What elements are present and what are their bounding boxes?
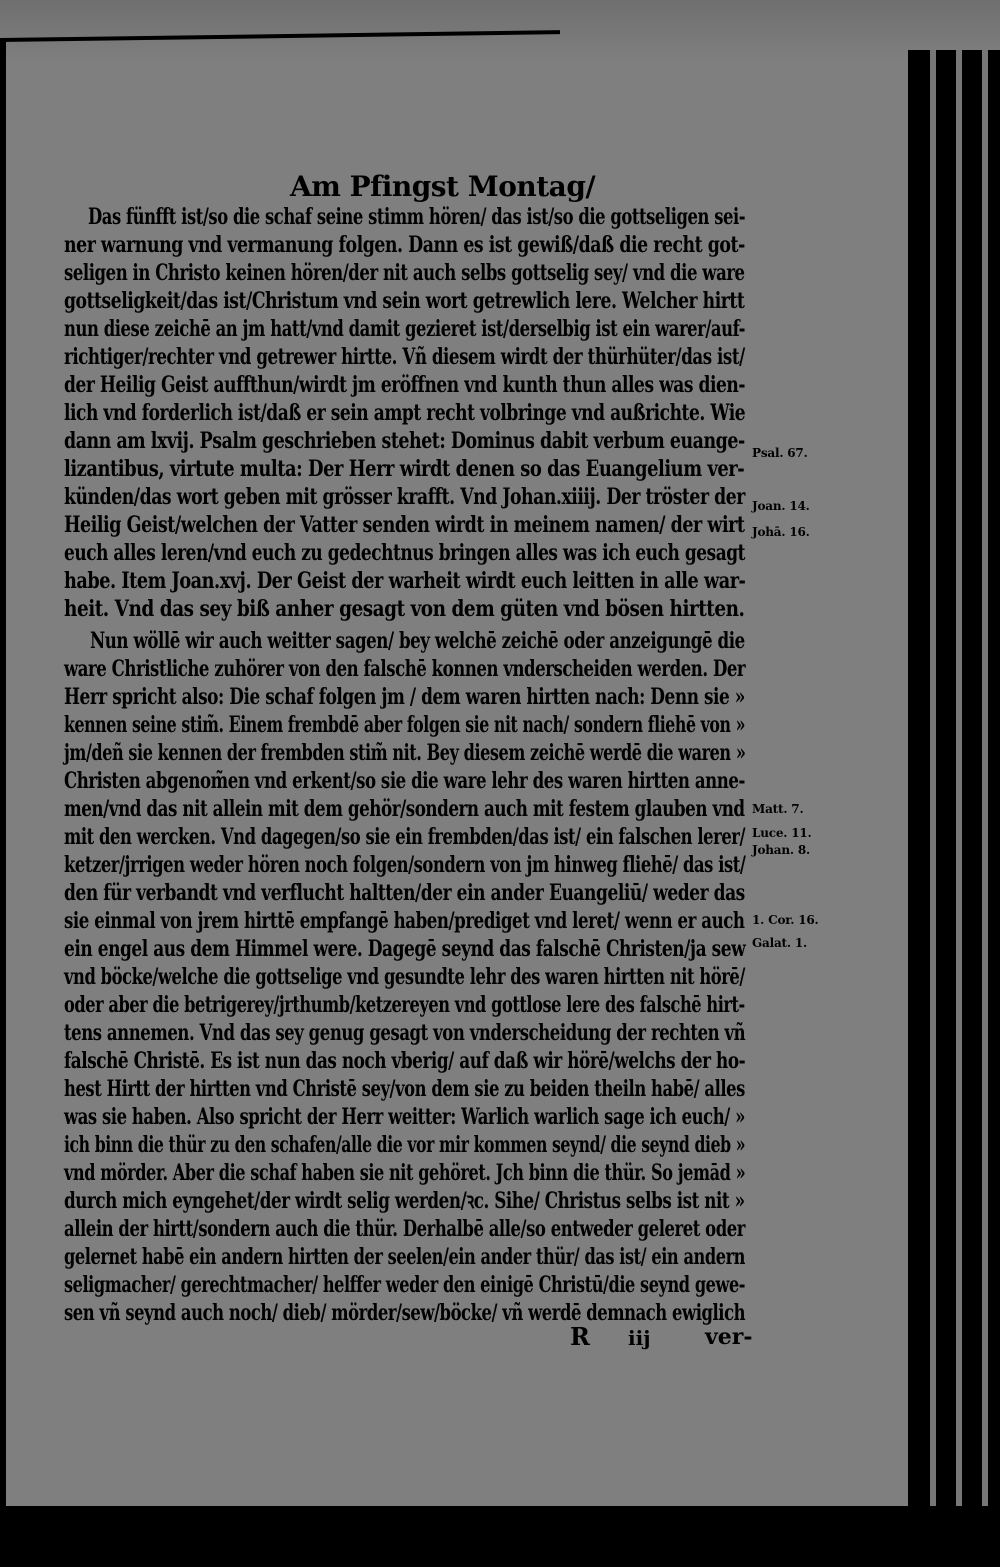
catchword: ver- <box>705 1324 753 1350</box>
text-line: Heilig Geist/welchen der Vatter senden wirdt in meinem namen/ der wirt <box>64 512 745 538</box>
text-line: men/vnd das nit allein mit dem gehör/sondern auch mit festem glauben vnd <box>64 796 745 822</box>
text-line: Herr spricht also: Die schaf folgen jm / dem waren hirtten nach: Denn sie » <box>64 684 745 710</box>
text-line: mit den wercken. Vnd dagegen/so sie ein frembden/das ist/ ein falschen lerer/ <box>64 824 746 850</box>
text-line: gottseligkeit/das ist/Christum vnd sein wort getrewlich lere. Welcher hirtt <box>64 288 745 314</box>
text-line: seligen in Christo keinen hören/der nit auch selbs gottselig sey/ vnd die ware <box>64 260 745 286</box>
text-line: allein der hirtt/sondern auch die thür. Derhalbē alle/so entweder geleret oder <box>64 1216 745 1242</box>
text-line: jm/deñ sie kennen der frembden stim̃ nit. Bey diesem zeichē werdē die waren » <box>64 740 746 766</box>
margin-note: 1. Cor. 16. <box>752 913 819 927</box>
text-line: falschē Christē. Es ist nun das noch vberig/ auf daß wir hörē/welchs der ho- <box>64 1048 746 1074</box>
margin-note: Joan. 14. <box>752 499 810 513</box>
text-line: oder aber die betrigerey/jrthumb/ketzereyen vnd gottlose lere des falschē hirt- <box>64 992 745 1018</box>
text-line: Christen abgenom̃en vnd erkent/so sie die ware lehr des waren hirtten anne- <box>64 768 745 794</box>
margin-note: Psal. 67. <box>752 446 808 460</box>
text-line: künden/das wort geben mit grösser krafft. Vnd Johan.xiiij. Der tröster der <box>64 484 745 510</box>
text-line: lich vnd forderlich ist/daß er sein ampt recht volbringe vnd außrichte. Wie <box>64 400 746 426</box>
margin-note: Luce. 11. <box>752 826 812 840</box>
text-line: seligmacher/ gerechtmacher/ helffer weder den einigē Christū/die seynd gewe- <box>64 1272 746 1298</box>
text-line: richtiger/rechter vnd getrewer hirtte. Vñ diesem wirdt der thürhüter/das ist/ <box>64 344 745 370</box>
text-line: gelernet habē ein andern hirtten der seelen/ein ander thür/ das ist/ ein andern <box>64 1244 746 1270</box>
running-header: Am Pfingst Montag/ <box>290 170 596 203</box>
margin-note: Johā. 16. <box>752 525 810 539</box>
text-line: nun diese zeichē an jm hatt/vnd damit gezieret ist/derselbig ist ein warer/auf- <box>64 316 746 342</box>
text-line: Nun wöllē wir auch weitter sagen/ bey welchē zeichē oder anzeigungē die <box>90 628 745 654</box>
margin-note: Matt. 7. <box>752 802 804 816</box>
text-line: hest Hirtt der hirtten vnd Christē sey/von dem sie zu beiden theiln habē/ alles <box>64 1076 745 1102</box>
text-line: heit. Vnd das sey biß anher gesagt von dem güten vnd bösen hirtten. <box>64 596 745 622</box>
text-line: durch mich eyngehet/der wirdt selig werden/ꝛc. Sihe/ Christus selbs ist nit » <box>64 1188 745 1214</box>
text-line: euch alles leren/vnd euch zu gedechtnus bringen alles was ich euch gesagt <box>64 540 746 566</box>
text-line: ein engel aus dem Himmel were. Dagegē seynd das falschē Christen/ja sew <box>64 936 746 962</box>
signature-number: iij <box>628 1326 651 1350</box>
text-line: lizantibus, virtute multa: Der Herr wirdt denen so das Euangelium ver- <box>64 456 745 482</box>
margin-note: Johan. 8. <box>752 843 810 857</box>
text-line: ich binn die thür zu den schafen/alle die vor mir kommen seynd/ die seynd dieb » <box>64 1132 746 1158</box>
text-line: vnd böcke/welche die gottselige vnd gesundte lehr des waren hirtten nit hörē/ <box>64 964 745 990</box>
text-line: sen vñ seynd auch noch/ dieb/ mörder/sew/böcke/ vñ werdē demnach ewiglich <box>64 1300 746 1326</box>
text-line: den für verbandt vnd verflucht haltten/der ein ander Euangeliū/ weder das <box>64 880 745 906</box>
text-line: vnd mörder. Aber die schaf haben sie nit gehöret. Jch binn die thür. So jemād » <box>64 1160 746 1186</box>
text-line: ware Christliche zuhörer von den falschē konnen vnderscheiden werden. Der <box>64 656 746 682</box>
margin-note: Galat. 1. <box>752 936 807 950</box>
text-line: dann am lxvij. Psalm geschrieben stehet: Dominus dabit verbum euange- <box>64 428 745 454</box>
text-line: was sie haben. Also spricht der Herr weitter: Warlich warlich sage ich euch/ » <box>64 1104 745 1130</box>
text-line: Das fünfft ist/so die schaf seine stimm hören/ das ist/so die gottseligen sei- <box>88 204 746 230</box>
text-line: ketzer/jrrigen weder hören noch folgen/sondern von jm hinweg fliehē/ das ist/ <box>64 852 746 878</box>
text-line: habe. Item Joan.xvj. Der Geist der warheit wirdt euch leitten in alle war- <box>64 568 746 594</box>
text-line: kennen seine stim̃. Einem frembdē aber folgen sie nit nach/ sondern fliehē von » <box>64 712 746 738</box>
signature-mark: R <box>570 1322 590 1351</box>
text-line: sie einmal von jrem hirttē empfangē haben/prediget vnd leret/ wenn er auch <box>64 908 745 934</box>
text-line: ner warnung vnd vermanung folgen. Dann es ist gewiß/daß die recht got- <box>64 232 745 258</box>
text-line: tens annemen. Vnd das sey genug gesagt von vnderscheidung der rechten vñ <box>64 1020 746 1046</box>
text-line: der Heilig Geist auffthun/wirdt jm eröffnen vnd kunth thun alles was dien- <box>64 372 745 398</box>
